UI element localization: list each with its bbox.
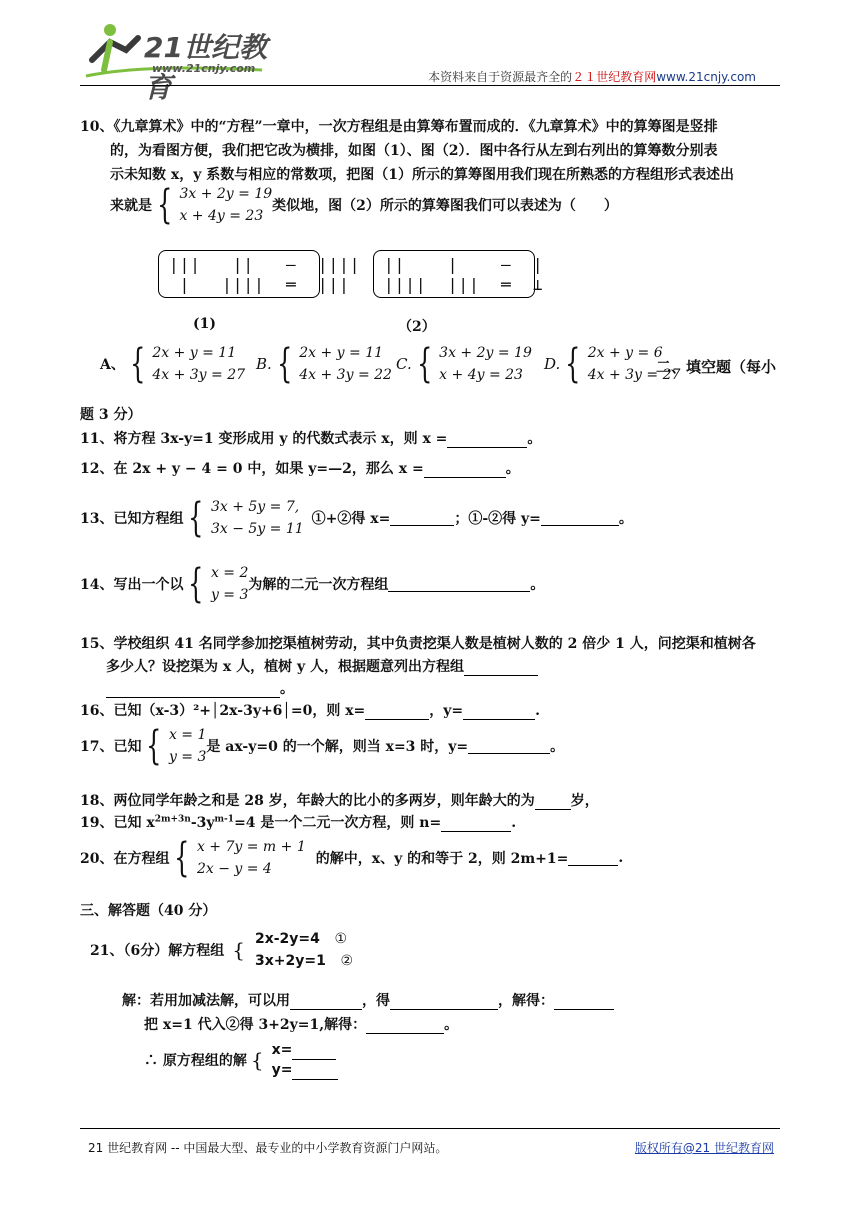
q15-line2: 多少人？设挖渠为 x 人，植树 y 人，根据题意列出方程组 (106, 656, 538, 676)
q21-solution-line3: ∴ 原方程组的解 { x= y= (144, 1040, 338, 1080)
counting-rod-figure-2: || | — | |||| ||| ═ ⊥ (373, 250, 535, 298)
figure-1-label: (1) (193, 316, 216, 332)
option-c[interactable]: C. { 3x + 2y = 19 x + 4y = 23 (396, 341, 532, 387)
q20: 20、在方程组 { x + 7y = m + 1 2x − y = 4 的解中，x、y 的和等于 2，则 2m+1= . (80, 835, 624, 881)
q18: 18、两位同学年龄之和是 28 岁，年龄大的比小的多两岁，则年龄大的为 岁， (80, 793, 599, 809)
option-b[interactable]: B. { 2x + y = 11 4x + 3y = 22 (256, 341, 392, 387)
q10-line2: 的，为看图方便，我们把它改为横排，如图（1）、图（2）．图中各行从左到右列出的算筹数分别表 (110, 143, 718, 159)
section-2-title-cont: 题 3 分） (80, 407, 142, 423)
q11: 11、将方程 3x-y=1 变形成用 y 的代数式表示 x，则 x = 。 (80, 431, 542, 447)
figure-2-label: （2） (398, 319, 436, 335)
header-rule (80, 85, 780, 86)
q14: 14、写出一个以 { x = 2 y = 3 为解的二元一次方程组 。 (80, 561, 545, 607)
footer-rule (80, 1128, 780, 1129)
counting-rod-figure-1: ||| || — |||| | |||| ═ ||| (158, 250, 320, 298)
q10-line1: 10、《九章算术》中的“方程”一章中，一次方程组是由算筹布置而成的．《九章算术》中的算筹图是竖排 (80, 119, 718, 135)
site-logo (82, 20, 292, 104)
q21-solution-line1: 解：若用加减法解，可以用 ，得 ，解得： (122, 990, 614, 1010)
option-a[interactable]: A、 { 2x + y = 11 4x + 3y = 27 (100, 341, 246, 387)
header-source: 本资料来自于资源最齐全的２１世纪教育网www.21cnjy.com (428, 70, 756, 84)
q21: 21、（6分）解方程组 { 2x-2y=4 ① 3x+2y=1 ② (90, 931, 353, 969)
footer-text: 21 世纪教育网 -- 中国最大型、最专业的中小学教育资源门户网站。 (88, 1141, 448, 1155)
q12: 12、在 2x + y − 4 = 0 中，如果 y=—2，那么 x = 。 (80, 461, 520, 477)
q16: 16、已知（x-3）²+│2x-3y+6│=0，则 x= ，y= . (80, 703, 541, 719)
q19: 19、已知 $x^{2m+3n}-3y^{m-1}=4$ 是一个二元一次方程，则 n= . (80, 814, 517, 831)
header-link[interactable]: www.21cnjy.com (656, 70, 756, 84)
section-3-title: 三、解答题（40 分） (80, 903, 217, 919)
logo-text: 21世纪教育 (144, 31, 267, 104)
q15-line3: 。 (106, 678, 294, 698)
section-2-title: 二、填空题（每小 (656, 358, 777, 376)
logo-url: www.21cnjy.com (152, 62, 256, 75)
q21-solution-line2: 把 x=1 代入②得 3+2y=1,解得： 。 (144, 1017, 459, 1033)
q10-line3: 示未知数 x，y 系数与相应的常数项，把图（1）所示的算筹图用我们现在所熟悉的方程组形式表述出 (110, 167, 734, 183)
q13: 13、已知方程组 { 3x + 5y = 7, 3x − 5y = 11 ①+②得 x= ；①-②得 y= 。 (80, 495, 633, 541)
q17: 17、已知 { x = 1 y = 3 是 ax-y=0 的一个解，则当 x=3 时，y= 。 (80, 723, 565, 769)
footer-copyright-link[interactable]: 版权所有@21 世纪教育网 (634, 1141, 774, 1155)
q10-line4: 来就是 { 3x + 2y = 19 x + 4y = 23 类似地，图（2）所示的算筹图我们可以表述为（ ） (110, 182, 618, 228)
option-d[interactable]: D. { 2x + y = 6 4x + 3y = 27 (544, 341, 681, 387)
q15-line1: 15、学校组织 41 名同学参加挖渠植树劳动，其中负责挖渠人数是植树人数的 2 倍少 1 人，问挖渠和植树各 (80, 636, 756, 652)
